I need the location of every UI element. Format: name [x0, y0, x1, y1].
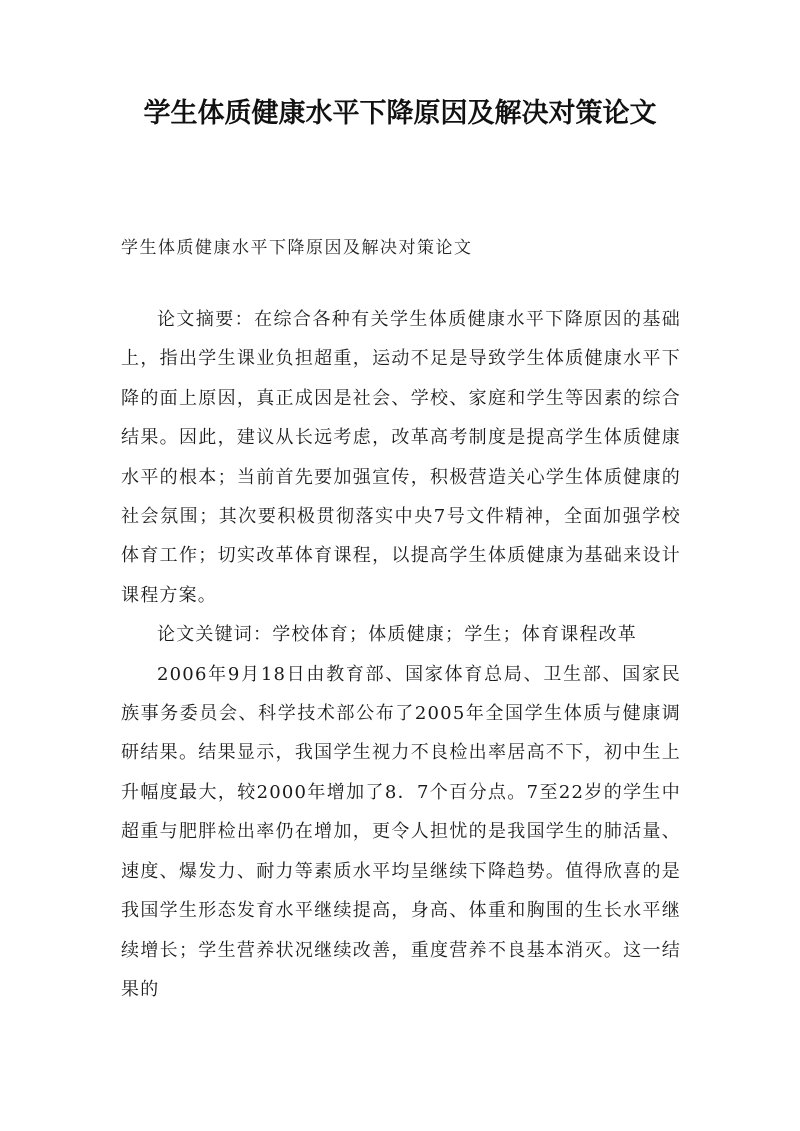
abstract-paragraph: 论文摘要：在综合各种有关学生体质健康水平下降原因的基础上，指出学生课业负担超重，运动不足是导致学生体质健康水平下降的面上原因，真正成因是社会、学校、家庭和学生等因素的综合结果。因此，建议从长远考虑，改革高考制度是提高学生体质健康水平的根本；当前首先要加强宣传，积极营造关心学生体质健康的社会氛围；其次要积极贯彻落实中央7号文件精神，全面加强学校体育工作；切实改革体育课程，以提高学生体质健康为基础来设计课程方案。 — [121, 309, 681, 606]
document-title: 学生体质健康水平下降原因及解决对策论文 — [143, 98, 657, 129]
keywords-paragraph: 论文关键词：学校体育；体质健康；学生；体育课程改革 — [157, 624, 637, 646]
document-body — [121, 300, 681, 1009]
body-paragraph: 2006年9月18日由教育部、国家体育总局、卫生部、国家民族事务委员会、科学技术部公布了2005年全国学生体质与健康调研结果。结果显示，我国学生视力不良检出率居高不下，初中生上升幅度最大，较2000年增加了8．7个百分点。7至22岁的学生中超重与肥胖检出率仍在增加，更令人担忧的是我国学生的肺活量、速度、爆发力、耐力等素质水平均呈继续下降趋势。值得欣喜的是我国学生形态发育水平继续提高，身高、体重和胸围的生长水平继续增长；学生营养状况继续改善，重度营养不良基本消灭。这一结果的 — [121, 663, 681, 1000]
document-subtitle: 学生体质健康水平下降原因及解决对策论文 — [121, 238, 473, 258]
